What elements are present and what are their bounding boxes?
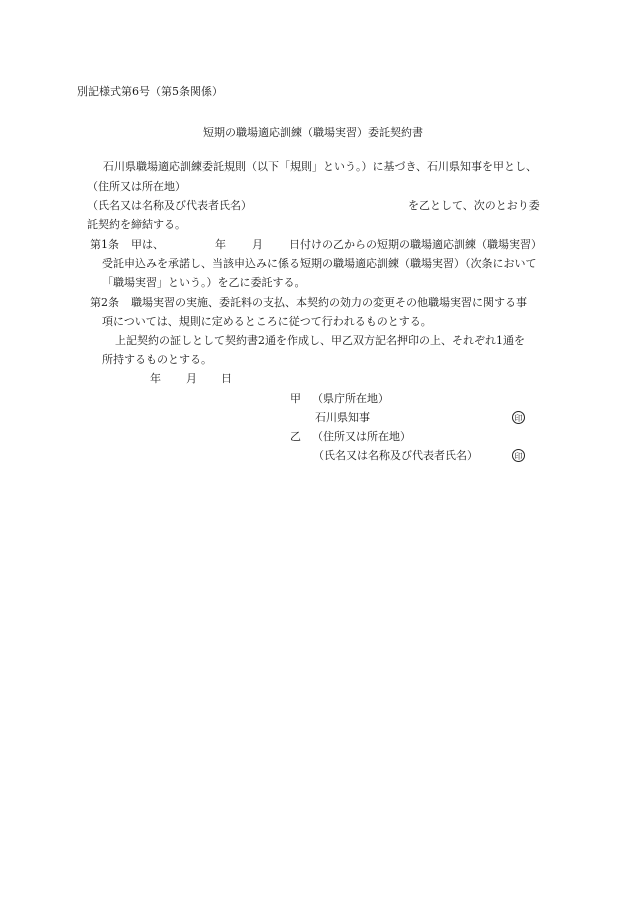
party-b-label: 乙 bbox=[290, 430, 301, 443]
article-2-label: 第2条 bbox=[90, 296, 119, 309]
article-1-month: 月 bbox=[252, 238, 263, 251]
article-1-line-3: 「職場実習」という。）を乙に委託する。 bbox=[102, 276, 306, 289]
closing-line-1: 上記契約の証しとして契約書2通を作成し、甲乙双方記名押印の上、それぞれ1通を bbox=[115, 334, 525, 347]
form-number: 別記様式第6号（第5条関係） bbox=[77, 85, 223, 98]
party-b-address: （住所又は所在地） bbox=[312, 430, 411, 443]
article-1-line-2: 受託申込みを承諾し、当該申込みに係る短期の職場適応訓練（職場実習）（次条において bbox=[102, 257, 537, 270]
party-a-name: 石川県知事 bbox=[315, 411, 370, 424]
preamble-line-3a: （氏名又は名称及び代表者氏名） bbox=[87, 199, 252, 212]
date-year: 年 bbox=[150, 372, 161, 385]
article-1-year: 年 bbox=[215, 238, 226, 251]
party-a-label: 甲 bbox=[290, 392, 301, 405]
party-b-name: （氏名又は名称及び代表者氏名） bbox=[313, 449, 478, 462]
preamble-line-3b: を乙として、次のとおり委 bbox=[408, 199, 540, 212]
preamble-line-2: （住所又は所在地） bbox=[87, 180, 186, 193]
article-1-label: 第1条 bbox=[90, 238, 119, 251]
article-2-line-2: 項については、規則に定めるところに従つて行われるものとする。 bbox=[102, 315, 432, 328]
preamble-line-4: 託契約を締結する。 bbox=[87, 218, 186, 231]
article-2-line-1: 職場実習の実施、委託料の支払、本契約の効力の変更その他職場実習に関する事 bbox=[131, 296, 527, 309]
preamble-line-1: 石川県職場適応訓練委託規則（以下「規則」という。）に基づき、石川県知事を甲とし、 bbox=[103, 160, 538, 173]
date-day: 日 bbox=[221, 372, 232, 385]
party-a-address: （県庁所在地） bbox=[312, 392, 389, 405]
party-b-seal-icon: 印 bbox=[512, 449, 525, 462]
date-month: 月 bbox=[186, 372, 197, 385]
article-1-kou: 甲は、 bbox=[131, 238, 164, 251]
closing-line-2: 所持するものとする。 bbox=[102, 353, 212, 366]
party-a-seal-icon: 印 bbox=[512, 411, 525, 424]
document-title: 短期の職場適応訓練（職場実習）委託契約書 bbox=[203, 126, 423, 139]
article-1-text: 日付けの乙からの短期の職場適応訓練（職場実習） bbox=[289, 238, 542, 251]
